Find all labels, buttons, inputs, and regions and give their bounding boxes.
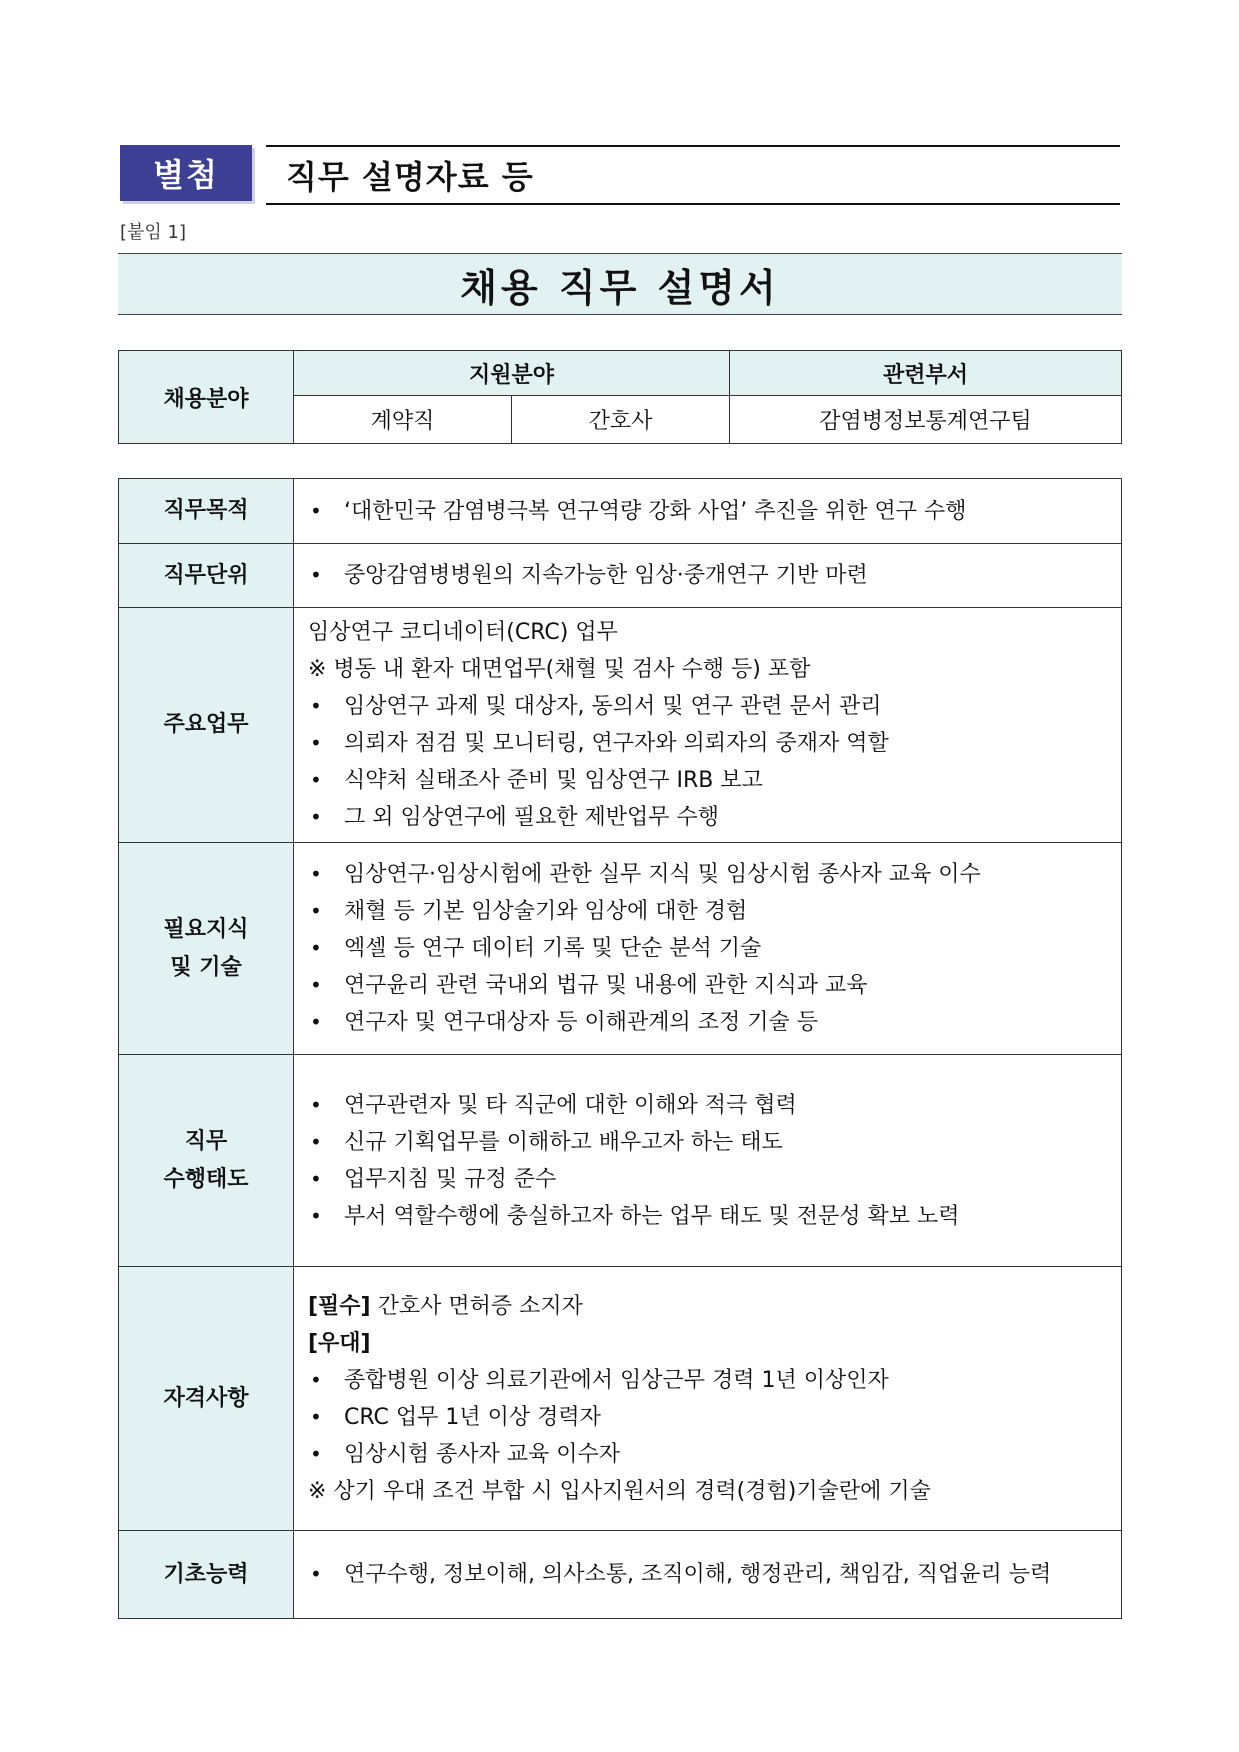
attitude-label-line-2: 수행태도 <box>163 1166 249 1192</box>
required-text: 간호사 면허증 소지자 <box>370 1293 583 1319</box>
attitude-content <box>294 1055 1122 1267</box>
duties-intro: 임상연구 코디네이터(CRC) 업무 <box>308 620 618 645</box>
job-description-table <box>118 478 1122 1619</box>
field-role: 간호사 <box>512 396 730 444</box>
list-item: • 임상시험 종사자 교육 이수자 <box>308 1436 1107 1473</box>
row-label-unit: 직무단위 <box>119 544 294 608</box>
attachment-label: [붙임 1] <box>120 222 186 243</box>
row-label-duties: 주요업무 <box>119 608 294 843</box>
list-item: • 엑셀 등 연구 데이터 기록 및 단순 분석 기술 <box>308 930 1107 967</box>
table-row <box>119 1267 1122 1531</box>
field-header: 지원분야 <box>294 351 730 396</box>
row-label-basic: 기초능력 <box>119 1531 294 1619</box>
table-row <box>119 1531 1122 1619</box>
skills-label-line-2: 및 기술 <box>170 954 242 980</box>
table-row <box>119 608 1122 843</box>
skills-content <box>294 843 1122 1055</box>
list-item: • 식약처 실태조사 준비 및 임상연구 IRB 보고 <box>308 762 1107 799</box>
duties-content <box>294 608 1122 843</box>
list-item: • 중앙감염병병원의 지속가능한 임상·중개연구 기반 마련 <box>308 557 1107 594</box>
list-item: • 연구수행, 정보이해, 의사소통, 조직이해, 행정관리, 책임감, 직업윤리 능력 <box>308 1556 1107 1593</box>
list-item: • 의뢰자 점검 및 모니터링, 연구자와 의뢰자의 중재자 역할 <box>308 725 1107 762</box>
list-item: • 부서 역할수행에 충실하고자 하는 업무 태도 및 전문성 확보 노력 <box>308 1198 1107 1235</box>
required-tag: [필수] <box>308 1293 371 1319</box>
field-type: 계약직 <box>294 396 512 444</box>
table-row <box>119 1055 1122 1267</box>
recruitment-table <box>118 350 1122 444</box>
list-item: • ‘대한민국 감염병극복 연구역량 강화 사업’ 추진을 위한 연구 수행 <box>308 493 1107 530</box>
table-row <box>119 843 1122 1055</box>
preferred-tag: [우대] <box>308 1330 371 1356</box>
row-label-skills <box>119 843 294 1055</box>
list-item: • 임상연구 과제 및 대상자, 동의서 및 연구 관련 문서 관리 <box>308 688 1107 725</box>
list-item: • 업무지침 및 규정 준수 <box>308 1161 1107 1198</box>
table-row <box>119 479 1122 544</box>
list-item: • 임상연구·임상시험에 관한 실무 지식 및 임상시험 종사자 교육 이수 <box>308 856 1107 893</box>
list-item: • 그 외 임상연구에 필요한 제반업무 수행 <box>308 799 1107 836</box>
dept-header: 관련부서 <box>730 351 1122 396</box>
qualification-content <box>294 1267 1122 1531</box>
dept-value: 감염병정보통계연구팀 <box>730 396 1122 444</box>
section-title: 직무 설명자료 등 <box>286 158 534 196</box>
skills-label-line-1: 필요지식 <box>163 916 249 942</box>
recruit-label: 채용분야 <box>119 351 294 444</box>
list-item: • 연구윤리 관련 국내외 법규 및 내용에 관한 지식과 교육 <box>308 967 1107 1004</box>
qualification-note: ※ 상기 우대 조건 부합 시 입사지원서의 경력(경험)기술란에 기술 <box>308 1478 931 1504</box>
row-label-purpose: 직무목적 <box>119 479 294 544</box>
list-item: • CRC 업무 1년 이상 경력자 <box>308 1399 1107 1436</box>
attitude-label-line-1: 직무 <box>184 1128 228 1154</box>
required-line <box>308 1288 1107 1325</box>
row-label-attitude <box>119 1055 294 1267</box>
basic-content <box>294 1531 1122 1619</box>
duties-note: ※ 병동 내 환자 대면업무(채혈 및 검사 수행 등) 포함 <box>308 657 811 682</box>
list-item: • 종합병원 이상 의료기관에서 임상근무 경력 1년 이상인자 <box>308 1362 1107 1399</box>
list-item: • 연구관련자 및 타 직군에 대한 이해와 적극 협력 <box>308 1087 1107 1124</box>
appendix-badge: 별첨 <box>120 145 252 201</box>
row-label-qualification: 자격사항 <box>119 1267 294 1531</box>
list-item: • 채혈 등 기본 임상술기와 임상에 대한 경험 <box>308 893 1107 930</box>
document-title: 채용 직무 설명서 <box>118 253 1122 315</box>
list-item: • 연구자 및 연구대상자 등 이해관계의 조정 기술 등 <box>308 1004 1107 1041</box>
unit-content <box>294 544 1122 608</box>
list-item: • 신규 기획업무를 이해하고 배우고자 하는 태도 <box>308 1124 1107 1161</box>
table-row <box>119 544 1122 608</box>
header-title-band <box>266 145 1120 205</box>
purpose-content <box>294 479 1122 544</box>
